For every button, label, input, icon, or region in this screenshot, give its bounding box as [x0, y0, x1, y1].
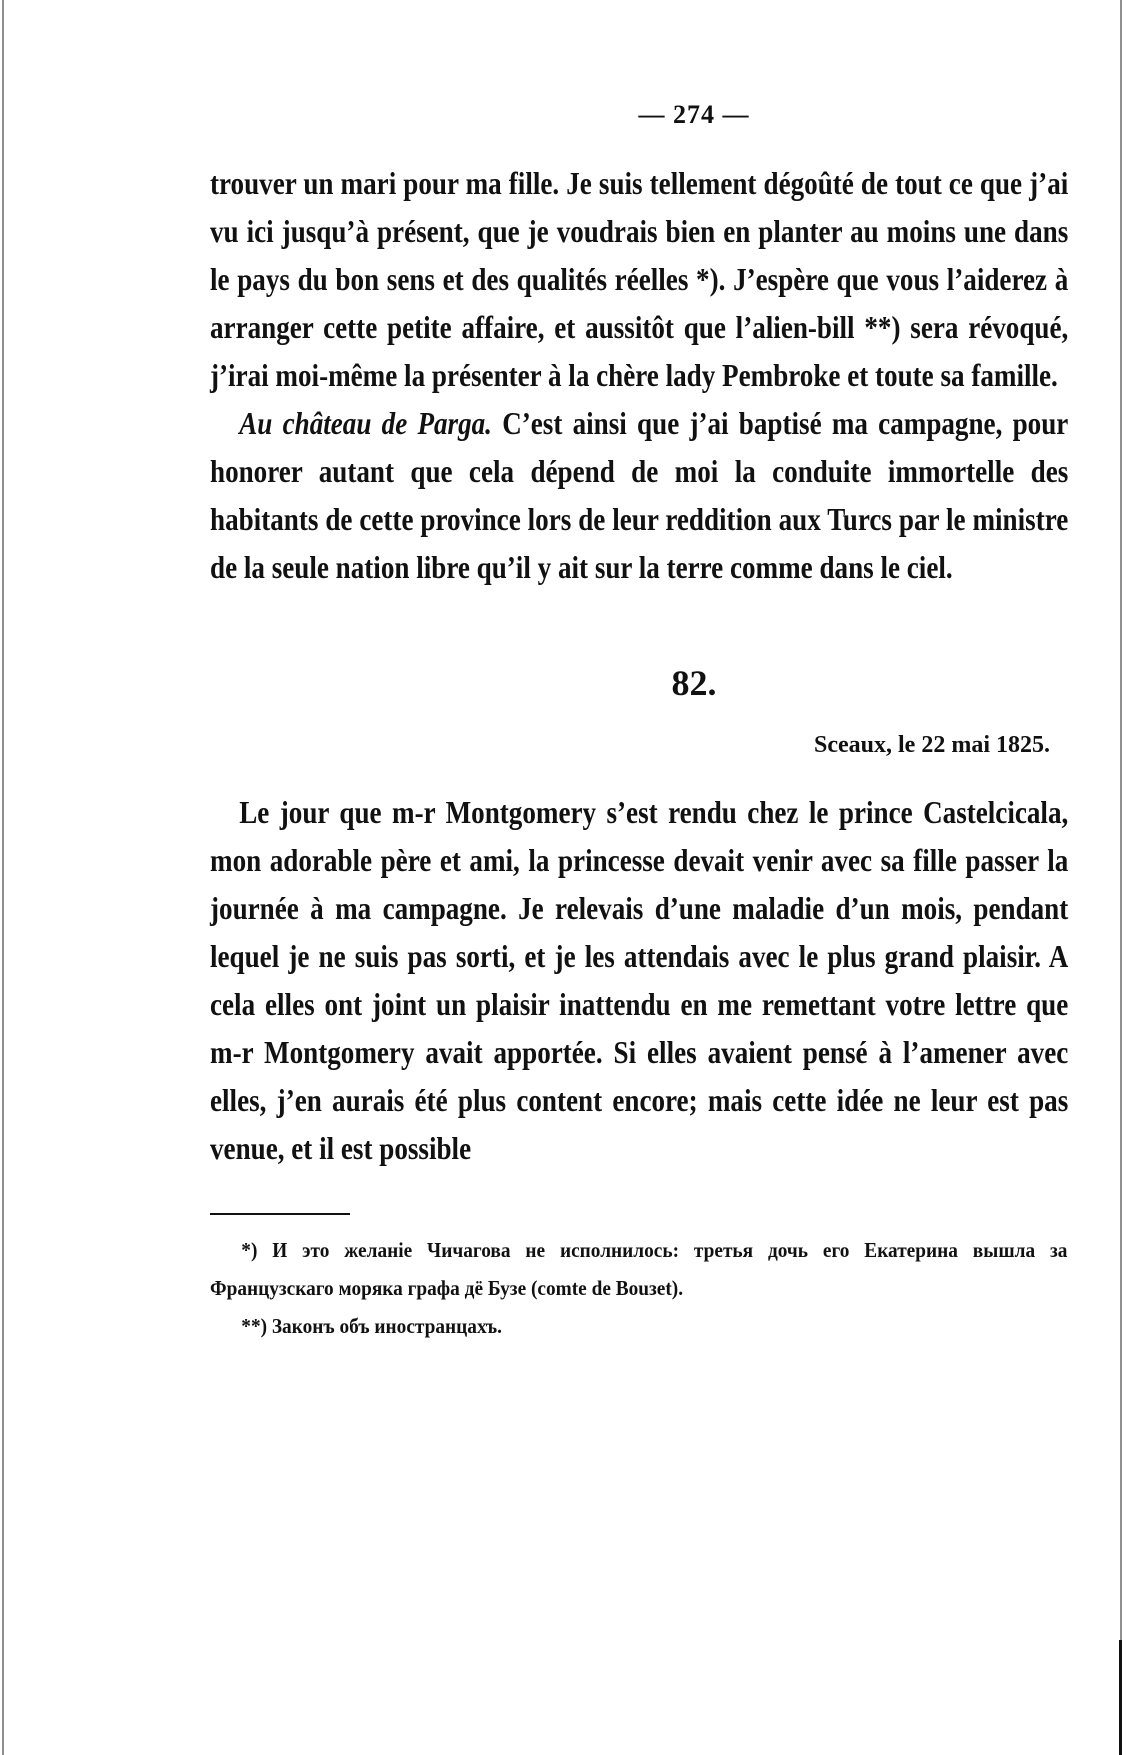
- scan-right-edge-dark: [1119, 1640, 1122, 1755]
- footnote-1: *) И это желаніе Чичагова не исполнилось: третья дочь его Екатерина вышла за Французскаго моряка графа дё Бузе (comte de Bouзet).: [210, 1238, 1068, 1300]
- continuation-paragraph: trouver un mari pour ma fille. Je suis tellement dégoûté de tout ce que j’ai vu ici jusqu’à présent, que je voudrais bien en planter au moins une dans le pays du bon sens et des qualités réelles *). J’espère que vous l’aiderez à arranger cette petite affaire, et aussitôt que l’alien-bill **) sera révoqué, j’irai moi-même la présenter à la chère lady Pembroke et toute sa famille.: [210, 166, 1069, 393]
- postscript-place-italic: Au château de Parga.: [239, 406, 492, 441]
- letter-number: 82.: [671, 663, 717, 703]
- postscript-paragraph: [210, 400, 1068, 592]
- footnote-2: **) Законъ объ иностранцахъ.: [241, 1314, 502, 1338]
- footnote-divider: [210, 1213, 350, 1215]
- book-page: [210, 100, 1068, 1345]
- postscript-text: C’est ainsi que j’ai baptisé ma campagne, pour honorer autant que cela dépend de moi la conduite immortelle des habitants de cette province lors de leur reddition aux Turcs par le ministre de la seule nation libre qu’il y ait sur la terre comme dans le ciel.: [210, 406, 1069, 585]
- letter-body: Le jour que m-r Montgomery s’est rendu chez le prince Castelcicala, mon adorable père et ami, la princesse devait venir avec sa fille passer la journée à ma campagne. Je relevais d’une maladie d’un mois, pendant lequel je ne suis pas sorti, et je les attendais avec le plus grand plaisir. A cela elles ont joint un plaisir inattendu en me remettant votre lettre que m-r Montgomery avait apportée. Si elles avaient pensé à l’amener avec elles, j’en aurais été plus content encore; mais cette idée ne leur est pas venue, et il est possible: [210, 795, 1069, 1166]
- scan-right-edge: [1120, 0, 1122, 1755]
- scan-left-edge: [2, 0, 4, 1755]
- letter-dateline: Sceaux, le 22 mai 1825.: [814, 732, 1050, 758]
- page-number: — 274 —: [638, 100, 750, 129]
